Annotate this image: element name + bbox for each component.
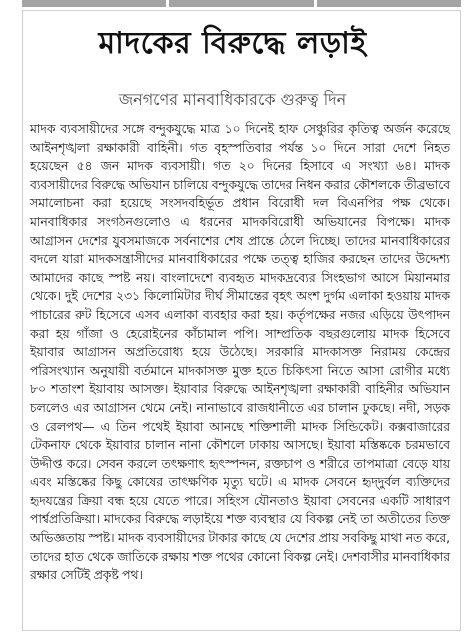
top-rule-segment: [169, 0, 313, 7]
top-rule-bar: [22, 0, 461, 7]
article-subheadline: জনগণের মানবাধিকারকে গুরুত্ব দিন: [118, 90, 347, 109]
article-headline: মাদকের বিরুদ্ধে লড়াই: [98, 26, 367, 61]
article-body: মাদক ব্যবসায়ীদের সঙ্গে বন্দুকযুদ্ধে মাত্র ১০ দিনেই হাফ সেঞ্চুরির কৃতিত্ব অর্জন করেছে আইনশৃঙ্খলা রক্ষাকারী বাহিনী। গত বৃহস্পতিবার পর্যন্ত ১০ দিনে সারা দেশে নিহত হয়েছেন ৫৪ জন মাদক ব্যবসায়ী। গত ২০ দিনের হিসাবে এ সংখ্যা ৬৪। মাদক ব্যবসায়ীদের বিরুদ্ধে অভিযান চালিয়ে বন্দুকযুদ্ধে তাদের নিধন করার কৌশলকে তীব্রভাবে সমালোচনা করা হয়েছে সংসদবহির্ভূত প্রধান বিরোধী দল বিএনপির পক্ষ থেকে। মানবাধিকার সংগঠনগুলোও এ ধরনের মাদকবিরোধী অভিযানের বিপক্ষে। মাদক আগ্রাসন দেশের যুবসমাজকে সর্বনাশের শেষ প্রান্তে ঠেলে দিচ্ছে। তাদের মানবাধিকারের বদলে যারা মাদকসন্ত্রাসীদের মানবাধিকারের পক্ষে তত্ত্ব হাজির করছেন তাদের উদ্দেশ্য আমাদের কাছে স্পষ্ট নয়। বাংলাদেশে ব্যবহৃত মাদকদ্রব্যের সিংহভাগ আসে মিয়ানমার থেকে। দুই দেশের ২৩১ কিলোমিটার দীর্ঘ সীমান্তের বৃহৎ অংশ দুর্গম এলাকা হওয়ায় মাদক পাচারের রুট হিসেবে এসব এলাকা ব্যবহার করা হয়। কর্তৃপক্ষের নজর এড়িয়ে উৎপাদন করা হয় গাঁজা ও হেরোইনের কাঁচামাল পপি। সাম্প্রতিক বছরগুলোয় মাদক হিসেবে ইয়াবার আগ্রাসন অপ্রতিরোধ্য হয়ে উঠেছে। সরকারি মাদকাসক্ত নিরাময় কেন্দ্রের পরিসংখ্যান অনুযায়ী বর্তমানে মাদকাসক্ত মুক্ত হতে চিকিৎসা নিতে আসা রোগীর মধ্যে ৮০ শতাংশ ইয়াবায় আসক্ত। ইয়াবার বিরুদ্ধে আইনশৃঙ্খলা রক্ষাকারী বাহিনীর অভিযান চললেও এর আগ্রাসন থেমে নেই। নানাভাবে রাজধানীতে এর চালান ঢুকছে। নদী, সড়ক ও রেলপথ— এ তিন পথেই ইয়াবা আনছে শক্তিশালী মাদক সিন্ডিকেট। কক্সবাজারের টেকনাফ থেকে ইয়াবার চালান নানা কৌশলে ঢাকায় আসছে। ইয়াবা মস্তিষ্ককে চরমভাবে উদ্দীপ্ত করে। সেবন করলে তৎক্ষণাৎ হৃৎস্পন্দন, রক্তচাপ ও শরীরে তাপমাত্রা বেড়ে যায় এবং মস্তিষ্কের কিছু কোষের তাৎক্ষণিক মৃত্যু ঘটে। এ মাদক সেবনে হৃদ্‌দুর্বল ব্যক্তিদের হৃদযন্ত্রের ক্রিয়া বন্ধ হয়ে যেতে পারে। সহিংস যৌনতাও ইয়াবা সেবনের একটি সাধারণ পার্শ্বপ্রতিক্রিয়া। মাদকের বিরুদ্ধে লড়াইয়ে শক্ত ব্যবস্থার যে বিকল্প নেই তা অতীতের তিক্ত অভিজ্ঞতায় স্পষ্ট। মাদক ব্যবসায়ীদের টাকার কাছে যে দেশের প্রায় সবকিছু মাথা নত করে, তাদের হাত থেকে জাতিকে রক্ষায় শক্ত পথের কোনো বিকল্প নেই। দেশবাসীর মানবাধিকার রক্ষার সেটিই প্রকৃষ্ট পথ।: [30, 122, 450, 583]
top-rule-segment: [22, 0, 166, 7]
top-rule-segment: [317, 0, 461, 7]
